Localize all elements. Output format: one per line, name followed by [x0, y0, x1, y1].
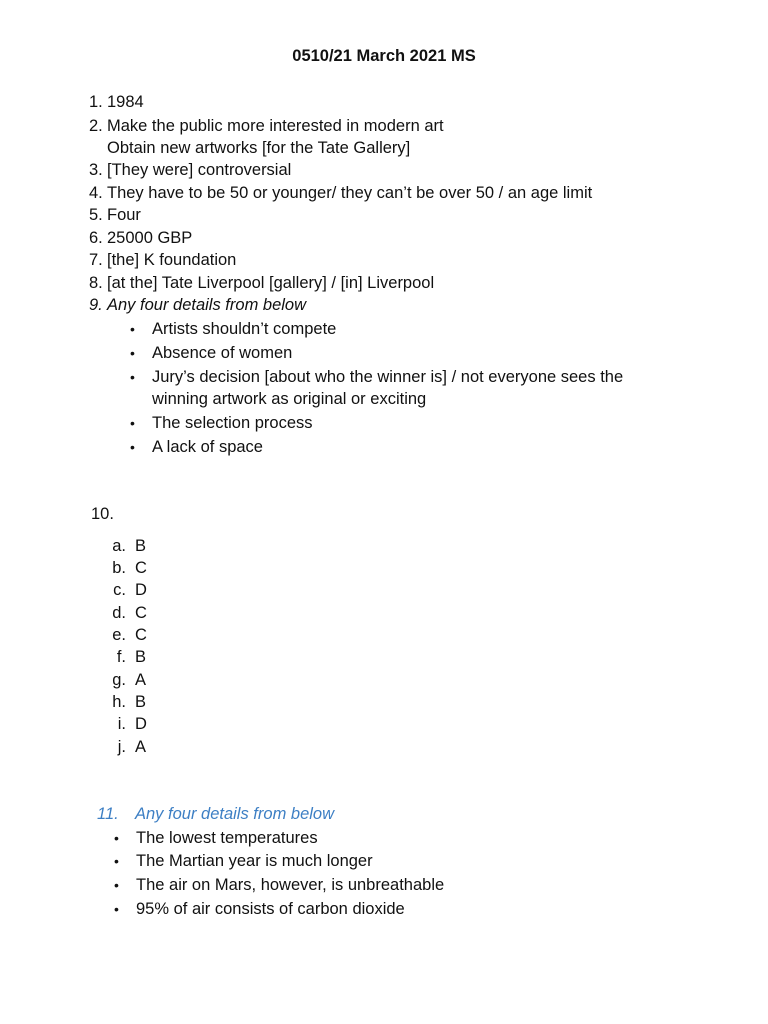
document-title: 0510/21 March 2021 MS — [292, 47, 476, 65]
answer-text: [They were] controversial — [107, 161, 292, 179]
q9-bullet-continuation — [152, 388, 426, 410]
answer-number: 9. — [89, 296, 103, 314]
bullet-text: The lowest temperatures — [136, 829, 318, 847]
q11-text: Any four details from below — [135, 805, 335, 823]
q10-letter: b. — [112, 559, 126, 577]
bullet-icon: • — [130, 345, 135, 361]
q10-answer: D — [135, 581, 147, 599]
answer-line-3 — [89, 159, 291, 181]
answer-text: Four — [107, 206, 141, 224]
answer-number: 8. — [89, 274, 103, 292]
answer-text: 1984 — [107, 93, 144, 111]
bullet-icon: • — [114, 901, 119, 917]
q10-letter: j. — [117, 738, 126, 756]
q10-answer: A — [135, 671, 147, 689]
q11-heading — [97, 803, 335, 825]
q10-answer: B — [135, 693, 147, 711]
q11-bullet-item — [114, 827, 318, 849]
q9-bullet-item — [130, 342, 293, 364]
q10-letter: a. — [112, 537, 126, 555]
answer-number: 6. — [89, 229, 103, 247]
answer-text: 25000 GBP — [107, 229, 193, 247]
q10-answer: C — [135, 559, 147, 577]
answer-line-6 — [89, 227, 192, 249]
bullet-icon: • — [114, 830, 119, 846]
q9-bullet-item — [130, 436, 263, 458]
bullet-text: Artists shouldn’t compete — [152, 320, 337, 338]
answer-text: [at the] Tate Liverpool [gallery] / [in] Liverpool — [107, 274, 435, 292]
q11-bullet-item — [114, 898, 405, 920]
q10-letter: i. — [117, 715, 126, 733]
answer-number: 5. — [89, 206, 103, 224]
q9-bullet-item — [130, 412, 313, 434]
bullet-icon: • — [130, 369, 135, 385]
bullet-text: A lack of space — [152, 438, 263, 456]
q10-letter: e. — [112, 626, 126, 644]
answer-number: 3. — [89, 161, 103, 179]
q11-bullet-item — [114, 850, 373, 872]
q10-answer: D — [135, 715, 147, 733]
bullet-text: The Martian year is much longer — [136, 852, 373, 870]
q10-answer: B — [135, 537, 147, 555]
answer-number: 2. — [89, 117, 103, 135]
answer-text: They have to be 50 or younger/ they can’t be over 50 / an age limit — [107, 184, 593, 202]
bullet-text: The selection process — [152, 414, 313, 432]
q10-answer: A — [135, 738, 147, 756]
q10-answer: B — [135, 648, 147, 666]
bullet-text: Jury’s decision [about who the winner is] / not everyone sees the — [152, 368, 624, 386]
bullet-icon: • — [130, 321, 135, 337]
q10-letter: d. — [112, 604, 126, 622]
answer-line-2b — [89, 137, 410, 159]
q9-bullet-item — [130, 366, 624, 388]
q10-letter: c. — [113, 581, 126, 599]
answer-number: 4. — [89, 184, 103, 202]
answer-line-2 — [89, 115, 444, 137]
q10-letter: h. — [112, 693, 126, 711]
bullet-text: winning artwork as original or exciting — [152, 390, 427, 408]
answer-line-9 — [89, 294, 306, 316]
answer-line-5 — [89, 204, 141, 226]
q10-letter: g. — [112, 671, 126, 689]
bullet-text: 95% of air consists of carbon dioxide — [136, 900, 405, 918]
bullet-icon: • — [130, 415, 135, 431]
answer-line-8 — [89, 272, 434, 294]
bullet-icon: • — [114, 853, 119, 869]
bullet-text: Absence of women — [152, 344, 293, 362]
bullet-icon: • — [114, 877, 119, 893]
q10-answer: C — [135, 626, 147, 644]
answer-number: 1. — [89, 93, 103, 111]
bullet-text: The air on Mars, however, is unbreathable — [136, 876, 445, 894]
q10-answer: C — [135, 604, 147, 622]
answer-text: Any four details from below — [107, 296, 307, 314]
q10-letter: f. — [116, 648, 126, 666]
bullet-icon: • — [130, 439, 135, 455]
q10-label: 10. — [91, 505, 114, 523]
q9-bullet-item — [130, 318, 337, 340]
answer-number: 7. — [89, 251, 103, 269]
answer-text: Make the public more interested in modern art — [107, 117, 444, 135]
q11-bullet-item — [114, 874, 445, 896]
answer-line-7 — [89, 249, 236, 271]
answer-line-4 — [89, 182, 592, 204]
answer-line-1 — [89, 91, 144, 113]
answer-text: [the] K foundation — [107, 251, 237, 269]
answer-text: Obtain new artworks [for the Tate Gallery] — [107, 139, 411, 157]
q11-number: 11. — [97, 805, 119, 823]
